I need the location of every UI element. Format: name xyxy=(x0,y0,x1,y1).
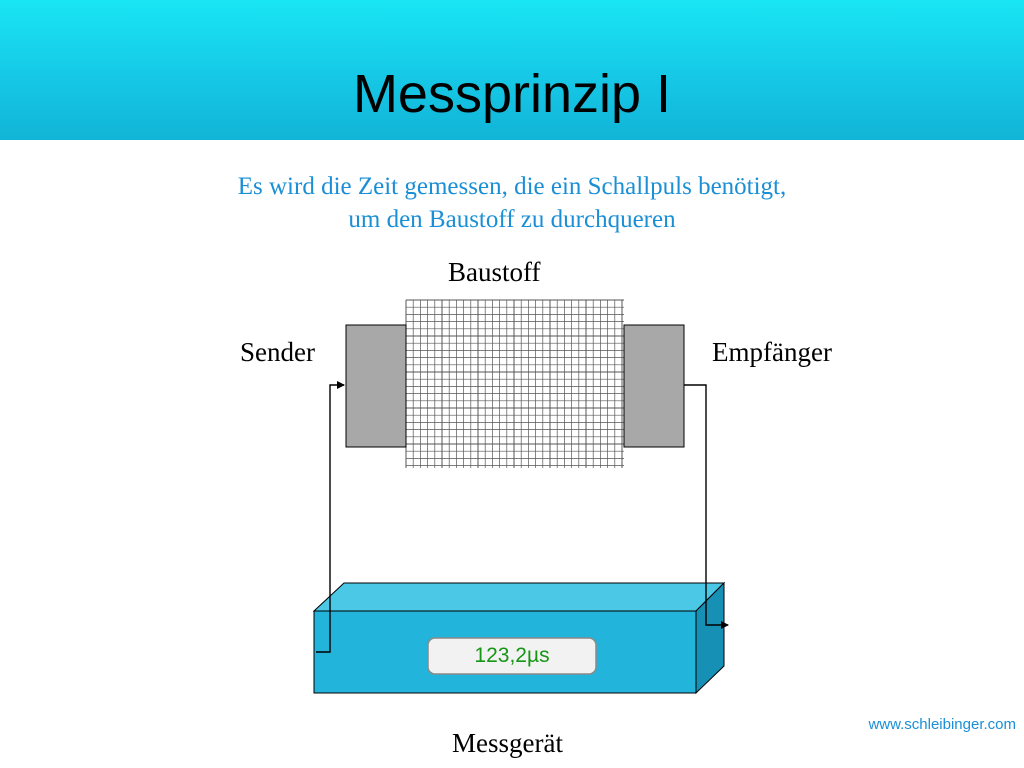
device-top-face xyxy=(314,583,724,611)
material-background xyxy=(406,300,624,468)
sender-label: Sender xyxy=(240,337,315,367)
receiver-label: Empfänger xyxy=(712,337,832,367)
slide-title: Messprinzip I xyxy=(352,64,672,124)
device-label: Messgerät xyxy=(452,728,563,758)
receiver-transducer xyxy=(624,325,684,447)
time-readout: 123,2µs xyxy=(474,644,550,667)
subtitle-line-1: Es wird die Zeit gemessen, die ein Schallpuls benötigt, xyxy=(237,173,787,200)
sender-transducer xyxy=(346,325,406,447)
subtitle-line-2: um den Baustoff zu durchqueren xyxy=(348,206,676,233)
footer-url[interactable]: www.schleibinger.com xyxy=(868,716,1016,733)
material-label: Baustoff xyxy=(448,257,541,287)
material-block xyxy=(406,300,624,468)
